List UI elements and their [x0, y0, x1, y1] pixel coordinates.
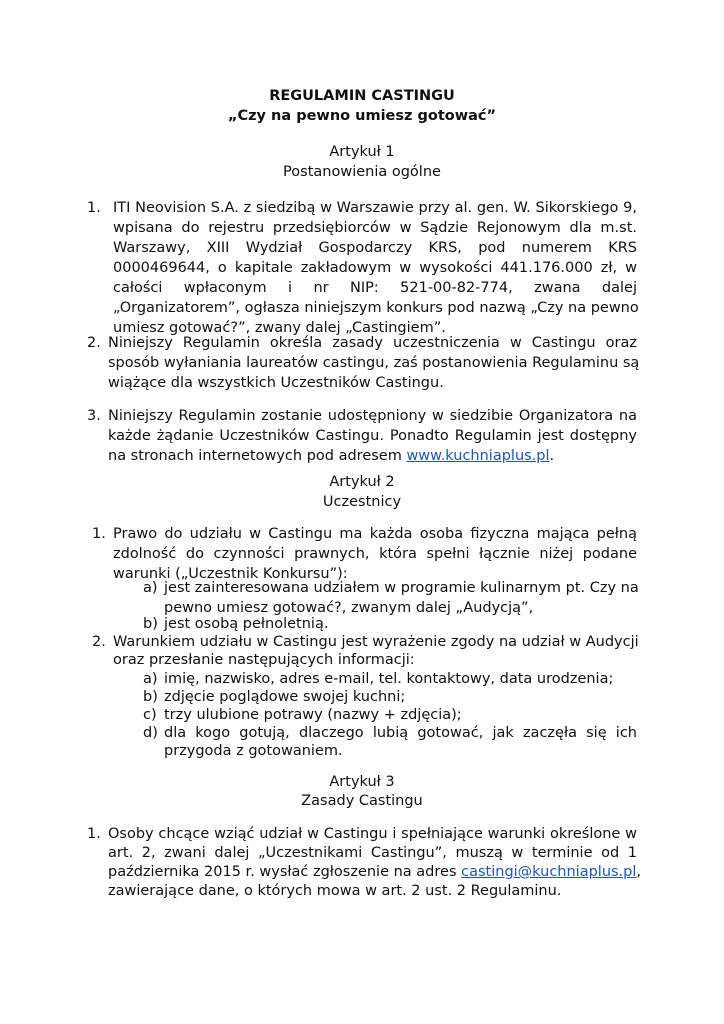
art1-p3-line-text: na stronach internetowych pod adresem	[108, 448, 407, 464]
art2-p2-item-line: dla kogo gotują, dlaczego lubią gotować, jak zaczęła się ich	[164, 725, 637, 741]
art1-p1-number: 1.	[87, 200, 101, 216]
art1-p3-number: 3.	[87, 408, 101, 424]
art3-p1-line: zawierające dane, o których mowa w art. 2 ust. 2 Regulaminu.	[108, 883, 562, 899]
document-subtitle: „Czy na pewno umiesz gotować”	[227, 108, 497, 124]
art1-p1-line: wpisana do rejestru przedsiębiorców w Sądzie Rejonowym dla m.st.	[113, 220, 637, 236]
email-link[interactable]: castingi@kuchniaplus.pl	[461, 864, 637, 880]
art1-p2-number: 2.	[87, 335, 101, 351]
article-3-heading: Artykuł 3	[329, 774, 395, 790]
art2-p1-number: 1.	[92, 526, 106, 542]
article-2-name: Uczestnicy	[322, 494, 402, 510]
art1-p3-line: Niniejszy Regulamin zostanie udostępniony w siedzibie Organizatora na	[108, 408, 637, 424]
art2-p2-line: Warunkiem udziału w Castingu jest wyrażenie zgody na udział w Audycji	[113, 634, 639, 650]
art2-p2-item-line: imię, nazwisko, adres e-mail, tel. kontaktowy, data urodzenia;	[164, 671, 614, 687]
art2-p1-item-label: b)	[143, 616, 158, 632]
art1-p2-line: sposób wyłaniania laureatów castingu, zaś postanowienia Regulaminu są	[108, 355, 640, 371]
art2-p2-number: 2.	[92, 634, 106, 650]
art2-p1-line: Prawo do udziału w Castingu ma każda osoba fizyczna mająca pełną	[113, 526, 637, 542]
document-title: REGULAMIN CASTINGU	[269, 88, 455, 104]
art1-p3-line: każde żądanie Uczestników Castingu. Ponadto Regulamin jest dostępny	[108, 428, 637, 444]
art2-p1-item-line: jest osobą pełnoletnią.	[164, 616, 329, 632]
art2-p2-item-label: c)	[143, 707, 157, 723]
art2-p2-item-line: trzy ulubione potrawy (nazwy + zdjęcia);	[164, 707, 462, 723]
article-3-name: Zasady Castingu	[301, 793, 423, 809]
art2-p2-item-label: b)	[143, 689, 158, 705]
art1-p1-line: ITI Neovision S.A. z siedzibą w Warszawie przy al. gen. W. Sikorskiego 9,	[113, 200, 637, 216]
website-link[interactable]: www.kuchniaplus.pl	[406, 448, 550, 464]
art2-p2-line: oraz przesłanie następujących informacji:	[113, 652, 415, 668]
art2-p2-item-line: przygoda z gotowaniem.	[164, 743, 343, 759]
article-2-heading: Artykuł 2	[329, 474, 395, 490]
art2-p1-item-label: a)	[143, 580, 158, 596]
art1-p1-line: umiesz gotować?”, zwany dalej „Castingiem”.	[113, 320, 446, 336]
art1-p1-line: całości wpłaconym i nr NIP: 521-00-82-774, zwana dalej	[113, 280, 637, 296]
article-1-name: Postanowienia ogólne	[283, 164, 441, 180]
art1-p1-line: Warszawy, XIII Wydział Gospodarczy KRS, pod numerem KRS	[113, 240, 637, 256]
art2-p1-item-line: pewno umiesz gotować?, zwanym dalej „Audycją”,	[164, 600, 534, 616]
art2-p2-item-label: a)	[143, 671, 158, 687]
art3-p1-number: 1.	[87, 826, 101, 842]
art1-p3-line-suffix: .	[549, 448, 555, 464]
art3-p1-line	[108, 862, 642, 882]
art1-p3-line	[108, 446, 637, 466]
article-1-heading: Artykuł 1	[329, 144, 395, 160]
art1-p2-line: Niniejszy Regulamin określa zasady uczestniczenia w Castingu oraz	[108, 335, 637, 351]
art3-p1-line: Osoby chcące wziąć udział w Castingu i spełniające warunki określone w	[108, 826, 637, 842]
art1-p1-line: 0000469644, o kapitale zakładowym w wysokości 441.176.000 zł, w	[113, 260, 637, 276]
art1-p1-line: „Organizatorem”, ogłasza niniejszym konkurs pod nazwą „Czy na pewno	[113, 300, 639, 316]
art2-p2-item-label: d)	[143, 725, 158, 741]
art2-p1-line: zdolność do czynności prawnych, która spełni łącznie niżej podane	[113, 546, 637, 562]
art2-p1-line: warunki („Uczestnik Konkursu”):	[113, 566, 348, 582]
art3-p1-line: art. 2, zwani dalej „Uczestnikami Castingu”, muszą w terminie od 1	[108, 845, 637, 861]
art1-p2-line: wiążące dla wszystkich Uczestników Castingu.	[108, 375, 444, 391]
art2-p1-item-line: jest zainteresowana udziałem w programie kulinarnym pt. Czy na	[164, 580, 639, 596]
art3-p1-line-text: października 2015 r. wysłać zgłoszenie na adres	[108, 864, 462, 880]
art3-p1-line-suffix: ,	[636, 864, 642, 880]
art2-p2-item-line: zdjęcie poglądowe swojej kuchni;	[164, 689, 406, 705]
